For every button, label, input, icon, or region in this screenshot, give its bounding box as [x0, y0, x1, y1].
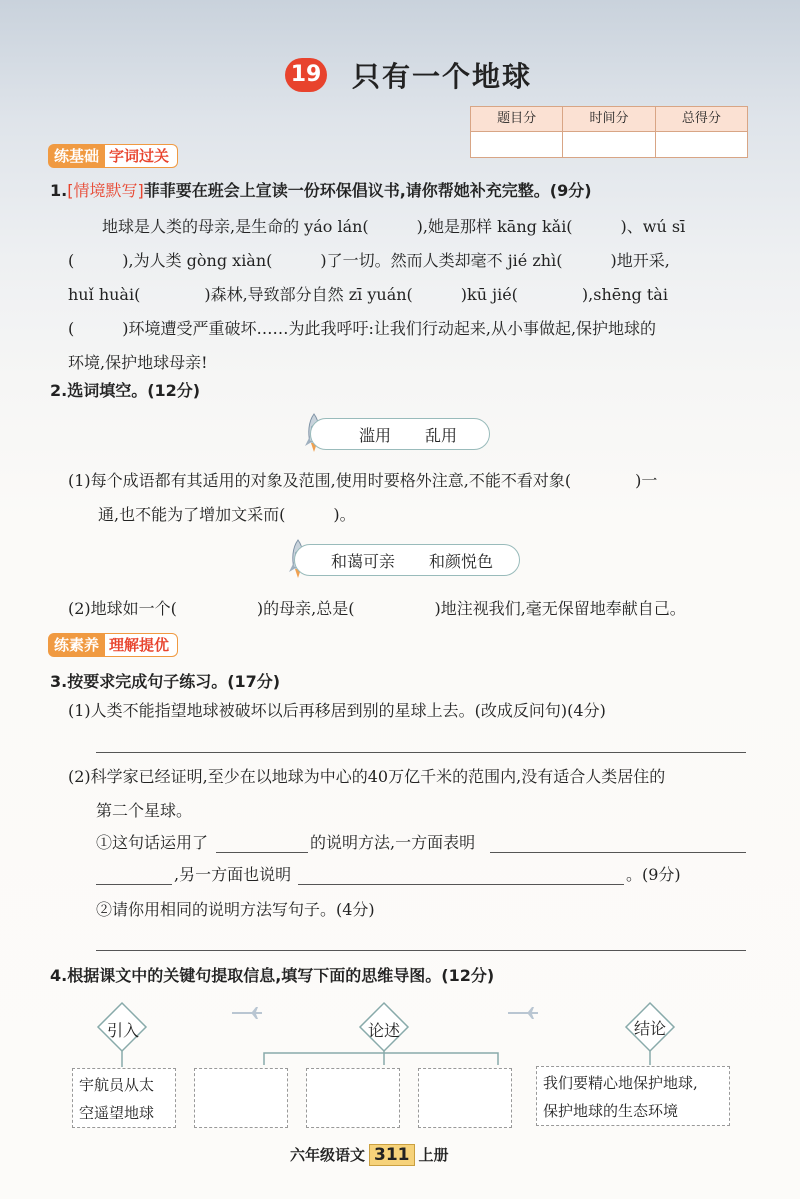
- q2-sub1-line1: (1)每个成语都有其适用的对象及范围,使用时要格外注意,不能不看对象( )一: [68, 471, 658, 490]
- question-1-title: [50, 178, 592, 201]
- question-4-title: 4.根据课文中的关键句提取信息,填写下面的思维导图。(12分): [50, 966, 495, 985]
- q3-sub2-line2: 第二个星球。: [96, 801, 193, 820]
- section-tag: 练素养: [48, 633, 105, 657]
- intro-line: 宇航员从太: [79, 1076, 155, 1094]
- conclusion-line: 保护地球的生态环境: [543, 1102, 679, 1120]
- q2-sub1: [68, 464, 758, 532]
- word-choice: 乱用: [425, 425, 458, 445]
- lesson-number-badge: 19: [285, 58, 327, 92]
- discussion-answer-box[interactable]: [418, 1068, 512, 1128]
- footer-grade: 六年级语文: [290, 1146, 366, 1164]
- answer-blank[interactable]: [96, 884, 172, 885]
- word-choice: 和颜悦色: [429, 551, 494, 571]
- page-footer: [290, 1144, 449, 1166]
- passage-line: ( ),为人类 gòng xiàn( )了一切。然而人类却毫不 jié zhì( )地开采,: [68, 251, 670, 270]
- answer-blank[interactable]: [298, 884, 624, 885]
- passage-line: huǐ huài( )森林,导致部分自然 zī yuán( )kū jié( ),shēng tài: [68, 285, 668, 304]
- discussion-answer-box[interactable]: [306, 1068, 400, 1128]
- score-header-question: 题目分: [471, 107, 563, 131]
- score-cell-time[interactable]: [563, 132, 655, 157]
- score-header-time: 时间分: [563, 107, 655, 131]
- q3-sub2-line1: (2)科学家已经证明,至少在以地球为中心的40万亿千米的范围内,没有适合人类居住的: [68, 767, 666, 786]
- word-choice: 滥用: [359, 425, 392, 445]
- q3-sub1: (1)人类不能指望地球被破坏以后再移居到别的星球上去。(改成反问句)(4分): [68, 701, 606, 720]
- intro-box: [72, 1068, 176, 1128]
- page-number: 311: [369, 1144, 415, 1166]
- question-3-title: 3.按要求完成句子练习。(17分): [50, 672, 281, 691]
- section-label: 字词过关: [105, 144, 178, 168]
- section-badge-basic: [48, 144, 178, 168]
- discussion-answer-box[interactable]: [194, 1068, 288, 1128]
- q2-sub1-line2: 通,也不能为了增加文采而( )。: [98, 505, 356, 524]
- question-1-passage: [68, 210, 758, 380]
- section-label: 理解提优: [105, 633, 178, 657]
- q3-item1-text-d: 。(9分): [626, 865, 681, 884]
- intro-line: 空遥望地球: [79, 1104, 155, 1122]
- page-title: 只有一个地球: [352, 60, 533, 93]
- q2-sub2: (2)地球如一个( )的母亲,总是( )地注视我们,毫无保留地奉献自己。: [68, 599, 686, 618]
- answer-blank[interactable]: [216, 852, 308, 853]
- node-discussion: 论述: [367, 1021, 400, 1040]
- question-2-title: 2.选词填空。(12分): [50, 381, 201, 400]
- answer-line[interactable]: [96, 950, 746, 951]
- score-cell-total[interactable]: [656, 132, 747, 157]
- word-choice: 和蔼可亲: [331, 551, 396, 571]
- question-number: 1.: [50, 181, 68, 200]
- score-header-total: 总得分: [681, 111, 721, 126]
- plane-arrow-icon: [508, 1007, 538, 1019]
- score-cell-question[interactable]: [471, 132, 563, 157]
- answer-line[interactable]: [96, 752, 746, 753]
- footer-volume: 上册: [418, 1146, 449, 1164]
- word-choice-box-1: [310, 418, 490, 450]
- section-badge-literacy: [48, 633, 178, 657]
- q3-item1-text-a: ①这句话运用了: [96, 833, 209, 852]
- conclusion-box: [536, 1066, 730, 1126]
- q3-item1-text-c: ,另一方面也说明: [174, 865, 292, 884]
- q3-item1-text-b: 的说明方法,一方面表明: [310, 833, 476, 852]
- node-intro: 引入: [106, 1021, 139, 1040]
- plane-arrow-icon: [232, 1007, 262, 1019]
- passage-line: 地球是人类的母亲,是生命的 yáo lán( ),她是那样 kāng kǎi( )、wú sī: [102, 217, 686, 236]
- conclusion-line: 我们要精心地保护地球,: [543, 1074, 698, 1092]
- passage-line: ( )环境遭受严重破坏……为此我呼吁:让我们行动起来,从小事做起,保护地球的: [68, 319, 657, 338]
- node-conclusion: 结论: [633, 1019, 666, 1038]
- score-table: [470, 106, 748, 158]
- question-text: 菲菲要在班会上宣读一份环保倡议书,请你帮她补充完整。(9分): [143, 181, 592, 200]
- answer-blank[interactable]: [490, 852, 746, 853]
- passage-line: 环境,保护地球母亲!: [68, 353, 208, 372]
- word-choice-box-2: [294, 544, 520, 576]
- q3-sub2: [68, 760, 788, 828]
- question-tag: [情境默写]: [67, 181, 144, 200]
- section-tag: 练基础: [48, 144, 105, 168]
- q3-item2-text: ②请你用相同的说明方法写句子。(4分): [96, 900, 375, 919]
